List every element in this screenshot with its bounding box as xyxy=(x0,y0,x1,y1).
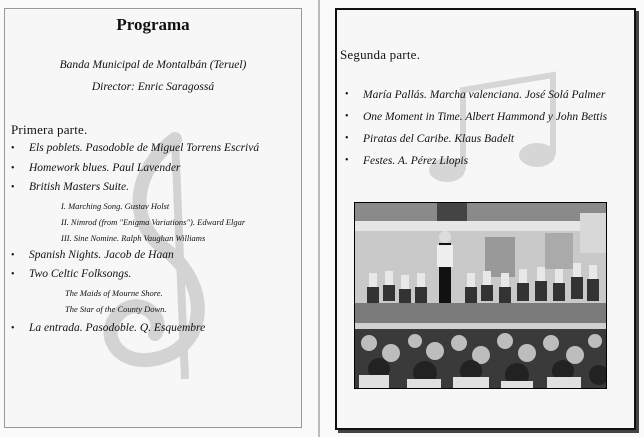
list-item xyxy=(9,178,299,246)
first-part-list xyxy=(9,139,299,338)
band-name: Banda Municipal de Montalbán (Teruel) xyxy=(59,59,247,71)
list-item xyxy=(9,139,299,159)
piece-title: La entrada. Pasodoble. Q. Esquembre xyxy=(29,321,206,334)
list-item xyxy=(9,246,299,266)
section-heading-first: Primera parte. xyxy=(11,122,88,137)
movement-item: I. Marching Song. Gustav Holst xyxy=(61,200,170,211)
list-item xyxy=(343,150,633,172)
movement-item: III. Sine Nomine. Ralph Vaughan Williams xyxy=(61,232,206,243)
list-item xyxy=(9,265,299,317)
piece-title: Piratas del Caribe. Klaus Badelt xyxy=(363,133,515,145)
list-item xyxy=(9,159,299,179)
piece-title: Spanish Nights. Jacob de Haan xyxy=(29,248,174,261)
piece-title: Two Celtic Folksongs. xyxy=(29,268,132,280)
page-fold-divider xyxy=(318,0,320,437)
suite-movements xyxy=(29,198,299,246)
list-item xyxy=(343,84,633,106)
page-title: Programa xyxy=(116,15,190,34)
director-name: Director: Enric Saragossá xyxy=(91,81,215,93)
band-concert-photo xyxy=(354,202,607,389)
section-heading-second: Segunda parte. xyxy=(340,47,421,62)
folksong-item: The Maids of Mourne Shore. xyxy=(65,287,163,298)
second-part-list xyxy=(343,84,633,172)
movement-item: II. Nimrod (from "Enigma Variations"). Edward Elgar xyxy=(61,216,246,227)
right-page xyxy=(335,8,636,430)
list-item xyxy=(343,106,633,128)
piece-title: María Pallás. Marcha valenciana. José Solá Palmer xyxy=(363,89,606,101)
piece-title: Els poblets. Pasodoble de Miguel Torrens Escrivá xyxy=(29,142,260,154)
piece-title: Homework blues. Paul Lavender xyxy=(29,161,181,174)
piece-title: Festes. A. Pérez Llopis xyxy=(363,155,469,167)
left-page xyxy=(4,8,302,428)
folksong-list xyxy=(29,285,299,317)
list-item xyxy=(343,128,633,150)
folksong-item: The Star of the County Down. xyxy=(65,303,167,314)
list-item xyxy=(9,319,299,339)
piece-title: British Masters Suite. xyxy=(29,181,129,193)
piece-title: One Moment in Time. Albert Hammond y John Bettis xyxy=(363,111,608,123)
concert-photo-illustration xyxy=(355,203,606,388)
